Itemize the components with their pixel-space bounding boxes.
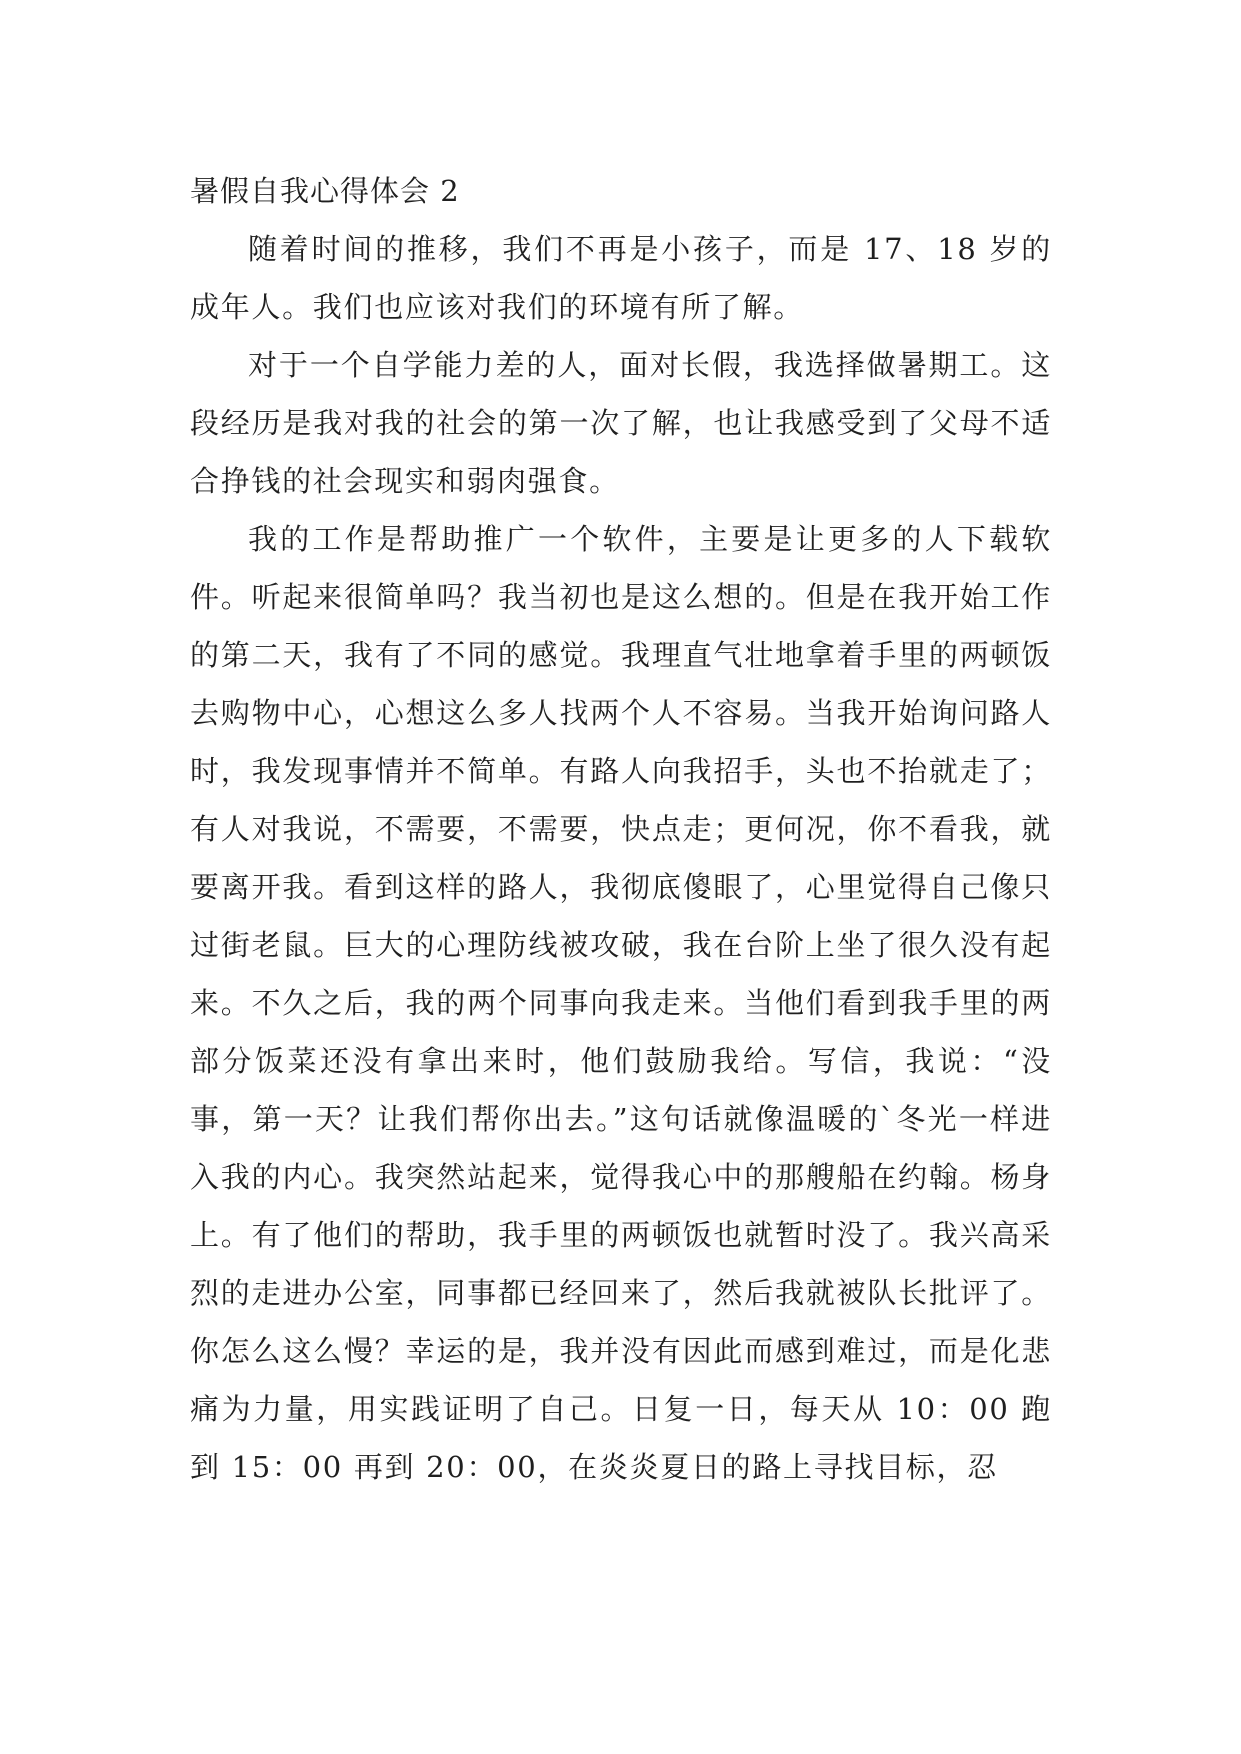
paragraph-2: 对于一个自学能力差的人，面对长假，我选择做暑期工。这段经历是我对我的社会的第一次了解，也让我感受到了父母不适合挣钱的社会现实和弱肉强食。 [190, 348, 1052, 498]
document-title: 暑假自我心得体会 2 [190, 174, 460, 208]
paragraph-1: 随着时间的推移，我们不再是小孩子，而是 17、18 岁的成年人。我们也应该对我们的环境有所了解。 [190, 232, 1052, 324]
document-body [190, 162, 1052, 1496]
paragraph-3: 我的工作是帮助推广一个软件，主要是让更多的人下载软件。听起来很简单吗？我当初也是这么想的。但是在我开始工作的第二天，我有了不同的感觉。我理直气壮地拿着手里的两顿饭去购物中心，心想这么多人找两个人不容易。当我开始询问路人时，我发现事情并不简单。有路人向我招手，头也不抬就走了；有人对我说，不需要，不需要，快点走；更何况，你不看我，就要离开我。看到这样的路人，我彻底傻眼了，心里觉得自己像只过街老鼠。巨大的心理防线被攻破，我在台阶上坐了很久没有起来。不久之后，我的两个同事向我走来。当他们看到我手里的两部分饭菜还没有拿出来时，他们鼓励我给。写信，我说：“没事，第一天？让我们帮你出去。”这句话就像温暖的`冬光一样进入我的内心。我突然站起来，觉得我心中的那艘船在约翰。杨身上。有了他们的帮助，我手里的两顿饭也就暂时没了。我兴高采烈的走进办公室，同事都已经回来了，然后我就被队长批评了。你怎么这么慢？幸运的是，我并没有因此而感到难过，而是化悲痛为力量，用实践证明了自己。日复一日，每天从 10：00 跑到 15：00 再到 20：00，在炎炎夏日的路上寻找目标，忍 [190, 522, 1052, 1484]
